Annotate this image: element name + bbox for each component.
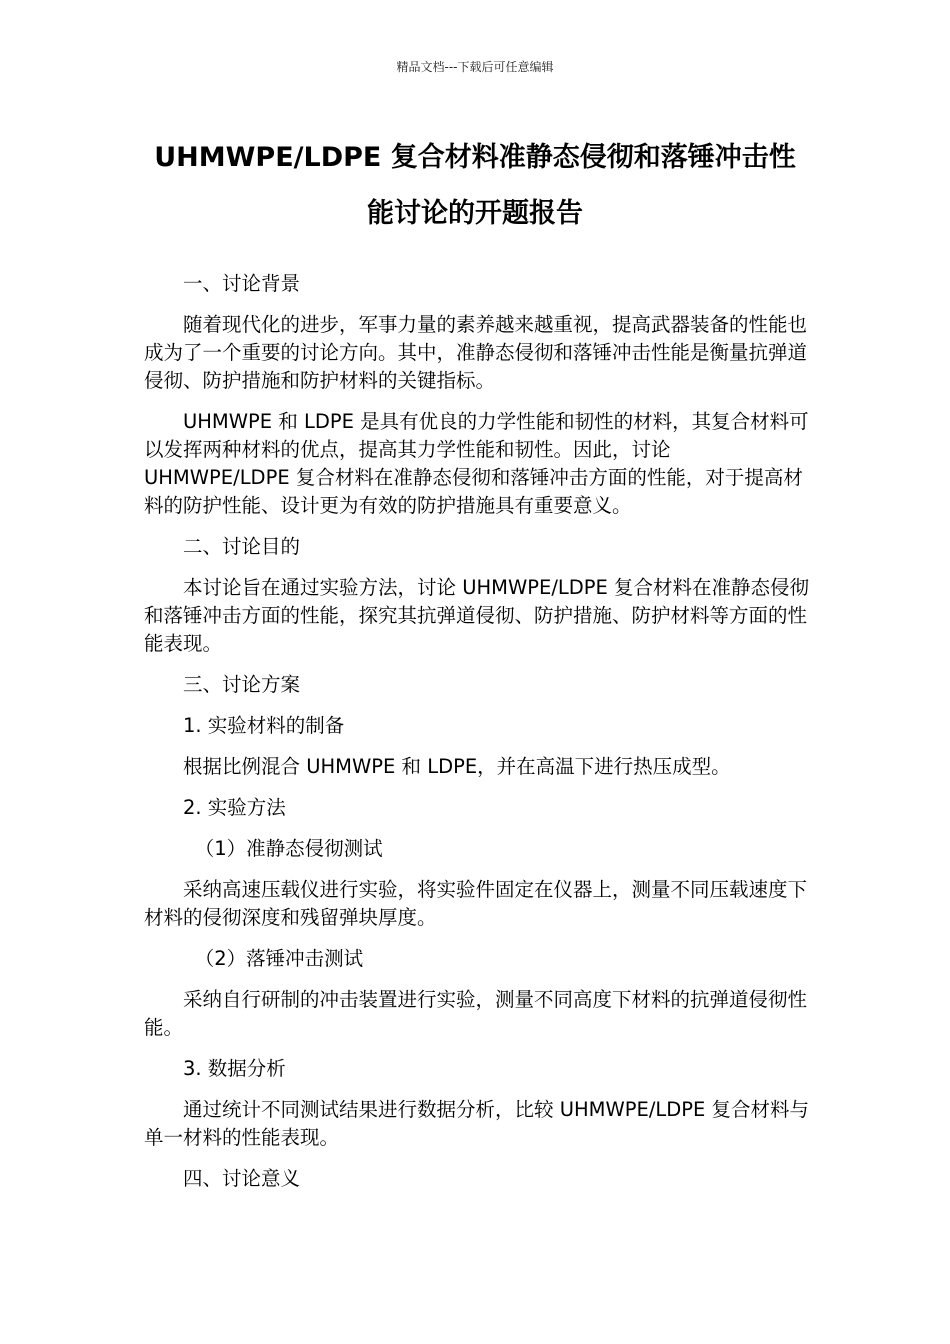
paragraph: 本讨论旨在通过实验方法，讨论 UHMWPE/LDPE 复合材料在准静态侵彻和落锤冲击方面的性能，探究其抗弹道侵彻、防护措施、防护材料等方面的性能表现。: [144, 576, 810, 655]
page-header: 精品文档---下载后可任意编辑: [396, 60, 554, 74]
paragraph: 采纳自行研制的冲击装置进行实验，测量不同高度下材料的抗弹道侵彻性能。: [144, 988, 808, 1039]
sub-subheading: （1）准静态侵彻测试: [194, 837, 383, 860]
title-line-1: UHMWPE/LDPE 复合材料准静态侵彻和落锤冲击性: [154, 142, 796, 173]
section-heading-significance: 四、讨论意义: [183, 1167, 301, 1190]
subheading: 1. 实验材料的制备: [183, 714, 345, 737]
paragraph: 通过统计不同测试结果进行数据分析，比较 UHMWPE/LDPE 复合材料与单一材料的性能表现。: [144, 1098, 810, 1149]
section-heading-background: 一、讨论背景: [183, 272, 301, 295]
subheading: 2. 实验方法: [183, 796, 286, 819]
document-title: [80, 130, 870, 242]
paragraph: 随着现代化的进步，军事力量的素养越来越重视，提高武器装备的性能也成为了一个重要的讨论方向。其中，准静态侵彻和落锤冲击性能是衡量抗弹道侵彻、防护措施和防护材料的关键指标。: [144, 313, 808, 392]
paragraph: 根据比例混合 UHMWPE 和 LDPE，并在高温下进行热压成型。: [183, 755, 731, 778]
section-heading-purpose: 二、讨论目的: [183, 535, 301, 558]
document-body: [144, 270, 810, 1206]
paragraph: 采纳高速压载仪进行实验，将实验件固定在仪器上，测量不同压载速度下材料的侵彻深度和残留弹块厚度。: [144, 878, 808, 929]
title-line-2: 能讨论的开题报告: [367, 198, 583, 229]
paragraph: UHMWPE 和 LDPE 是具有优良的力学性能和韧性的材料，其复合材料可以发挥两种材料的优点，提高其力学性能和韧性。因此，讨论 UHMWPE/LDPE 复合材料在准静态侵彻和落锤冲击方面的性能，对于提高材料的防护性能、设计更为有效的防护措施具有重要意义。: [144, 410, 809, 517]
subheading: 3. 数据分析: [183, 1057, 286, 1080]
sub-subheading: （2）落锤冲击测试: [194, 947, 364, 970]
section-heading-plan: 三、讨论方案: [183, 673, 301, 696]
